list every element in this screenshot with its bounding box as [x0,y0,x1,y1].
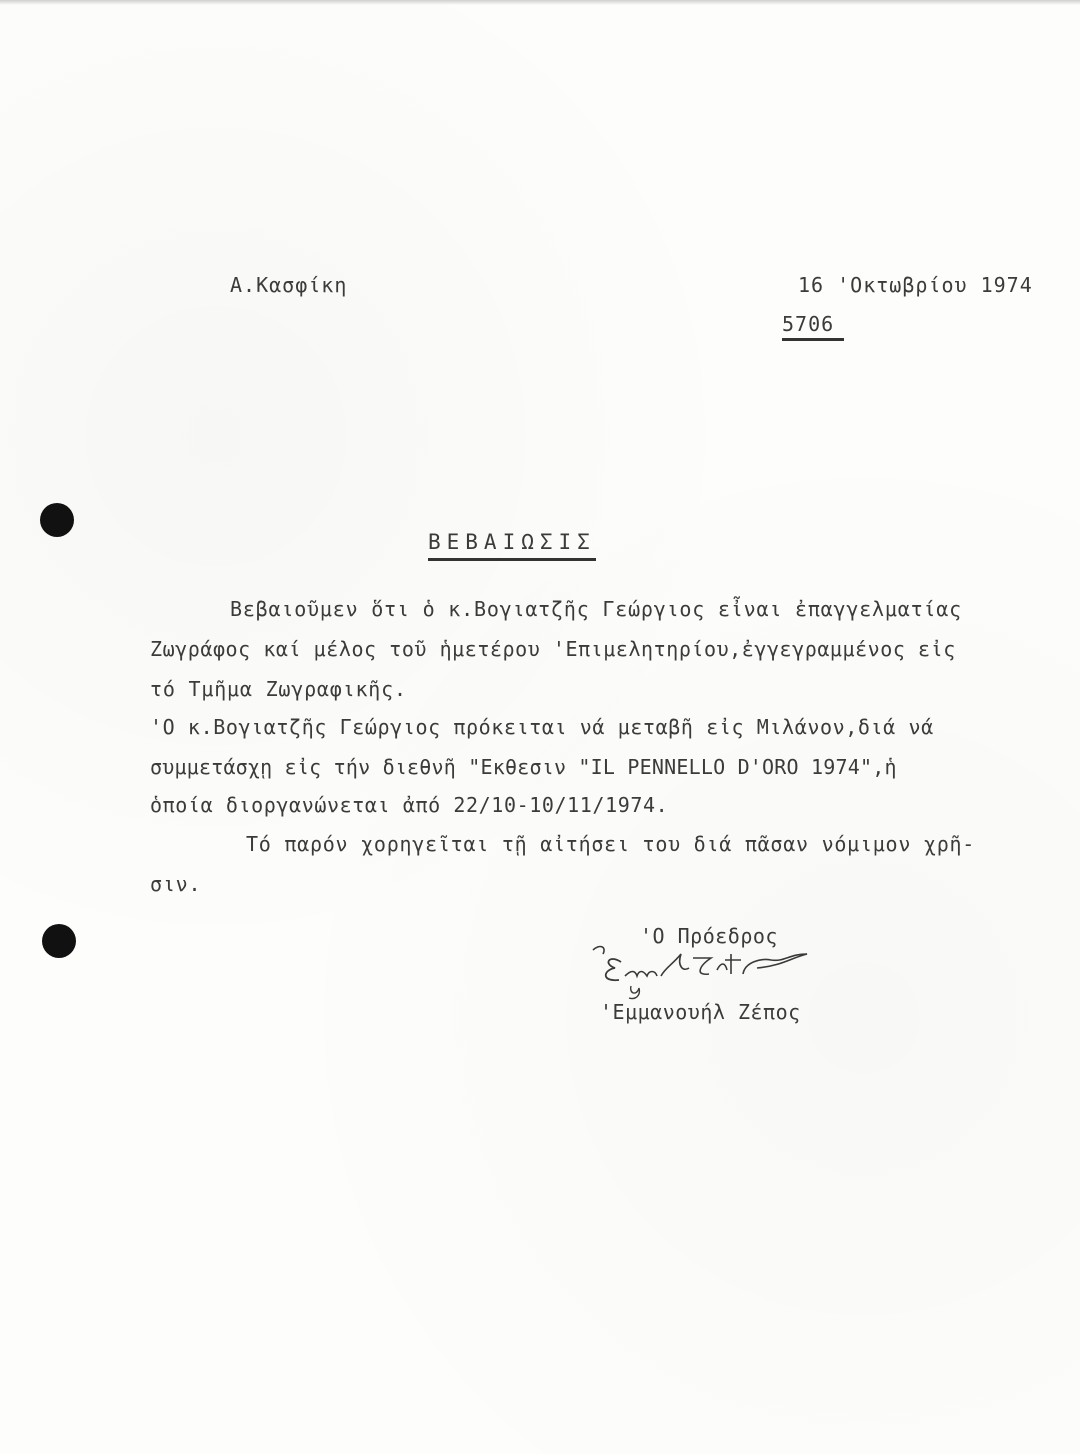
body-line-3: τό Τμῆμα Ζωγραφικῆς. [150,677,407,701]
body-line-2: Ζωγράφος καί μέλος τοῦ ἡμετέρου 'Επιμελητηρίου,ἐγγεγραμμένος εἰς [150,637,956,661]
punch-hole-top [40,503,74,537]
body-line-5: συμμετάσχῃ εἰς τήν διεθνῆ "Εκθεσιν "IL PENNELLO D'ORO 1974",ἡ [150,755,897,779]
handwritten-signature [585,940,825,1000]
body-line-6: ὁποία διοργανώνεται ἀπό 22/10-10/11/1974. [150,793,669,817]
punch-hole-bottom [42,924,76,958]
signatory-role: 'Ο Πρόεδρος [640,924,778,948]
letter-date: 16 'Οκτωβρίου 1974 [798,273,1033,297]
signatory-name: 'Εμμανουήλ Ζέπος [600,1000,801,1024]
scan-edge [0,0,1080,5]
body-line-4: 'Ο κ.Βογιατζῆς Γεώργιος πρόκειται νά μεταβῆ εἰς Μιλάνον,διά νά [150,715,934,739]
reference-number: 5706 [782,312,844,341]
body-line-7: Τό παρόν χορηγεῖται τῇ αἰτήσει του διά πᾶσαν νόμιμον χρῆ- [246,832,976,856]
sender-name: Α.Κασφίκη [230,273,348,297]
body-line-8: σιν. [150,872,202,896]
document-title: ΒΕΒΑΙΩΣΙΣ [428,530,596,561]
body-line-1: Βεβαιοῦμεν ὅτι ὁ κ.Βογιατζῆς Γεώργιος εἶναι ἐπαγγελματίας [230,597,962,621]
